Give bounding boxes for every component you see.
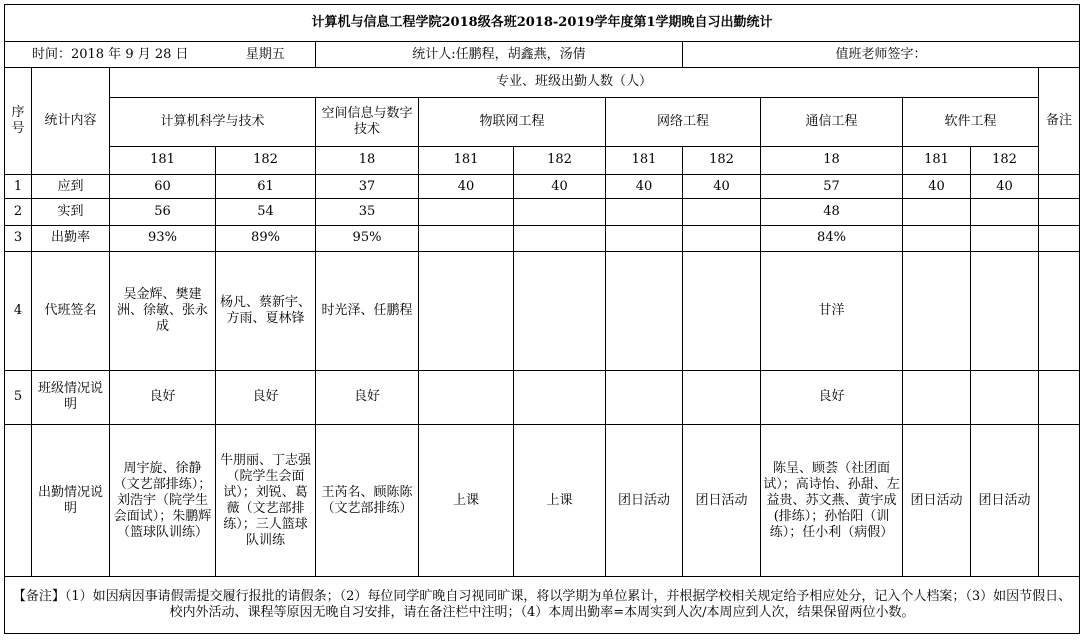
cell-empty xyxy=(514,252,606,371)
cell-empty xyxy=(971,252,1039,371)
cell-text: 王芮名、顾陈陈（文艺部排练） xyxy=(316,425,419,577)
cell-text: 时光泽、任鹏程 xyxy=(316,252,419,371)
cell-value: 56 xyxy=(110,199,216,225)
class-header: 181 xyxy=(606,146,683,174)
remark-cell xyxy=(1039,225,1080,251)
cell-text: 上课 xyxy=(419,425,514,577)
class-header: 181 xyxy=(110,146,216,174)
group-header: 专业、班级出勤人数（人） xyxy=(110,67,1039,97)
row-attendance xyxy=(5,425,1080,577)
cell-empty xyxy=(606,252,683,371)
remark-cell xyxy=(1039,199,1080,225)
cell-text: 团日活动 xyxy=(683,425,761,577)
cell-value: 84% xyxy=(761,225,903,251)
class-header: 18 xyxy=(761,146,903,174)
cell-text: 团日活动 xyxy=(606,425,683,577)
cell-empty xyxy=(514,370,606,425)
teacher-sign-field: 值班老师签字： xyxy=(683,42,1080,67)
remark-cell xyxy=(1039,175,1080,199)
cell-empty xyxy=(606,370,683,425)
cell-empty xyxy=(903,225,971,251)
remark-cell xyxy=(1039,252,1080,371)
cell-text: 良好 xyxy=(110,370,216,425)
cell-empty xyxy=(971,199,1039,225)
row-seq: 4 xyxy=(5,252,32,371)
cell-text: 团日活动 xyxy=(971,425,1039,577)
major-header: 空间信息与数字技术 xyxy=(316,98,419,147)
remark-header: 备注 xyxy=(1039,67,1080,174)
row-label: 代班签名 xyxy=(32,252,110,371)
major-header: 计算机科学与技术 xyxy=(110,98,316,147)
cell-empty xyxy=(683,225,761,251)
cell-text: 良好 xyxy=(316,370,419,425)
cell-empty xyxy=(903,252,971,371)
row-label: 出勤情况说明 xyxy=(32,425,110,577)
cell-empty xyxy=(419,225,514,251)
cell-value: 40 xyxy=(971,175,1039,199)
seq-header: 序号 xyxy=(5,67,32,174)
cell-value: 61 xyxy=(216,175,316,199)
class-header: 182 xyxy=(216,146,316,174)
cell-value: 48 xyxy=(761,199,903,225)
row-seq: 5 xyxy=(5,370,32,425)
cell-text: 团日活动 xyxy=(903,425,971,577)
cell-empty xyxy=(683,370,761,425)
cell-text: 良好 xyxy=(216,370,316,425)
cell-value: 93% xyxy=(110,225,216,251)
row-label: 应到 xyxy=(32,175,110,199)
cell-empty xyxy=(903,370,971,425)
weekday-field: 星期五 xyxy=(216,42,316,67)
cell-text: 杨凡、蔡新宇、方雨、夏林锋 xyxy=(216,252,316,371)
cell-empty xyxy=(683,199,761,225)
class-header: 182 xyxy=(514,146,606,174)
cell-value: 40 xyxy=(683,175,761,199)
stats-by-field: 统计人:任鹏程，胡鑫燕，汤倩 xyxy=(316,42,683,67)
sheet-title: 计算机与信息工程学院2018级各班2018-2019学年度第1学期晚自习出勤统计 xyxy=(5,5,1080,42)
class-header: 18 xyxy=(316,146,419,174)
row-label: 班级情况说明 xyxy=(32,370,110,425)
class-header: 181 xyxy=(903,146,971,174)
cell-empty xyxy=(903,199,971,225)
row-rate xyxy=(5,225,1080,251)
cell-value: 37 xyxy=(316,175,419,199)
row-seq: 2 xyxy=(5,199,32,225)
cell-empty xyxy=(683,252,761,371)
major-header: 网络工程 xyxy=(606,98,761,147)
row-seq xyxy=(5,425,32,577)
cell-value: 35 xyxy=(316,199,419,225)
cell-empty xyxy=(606,225,683,251)
major-header: 通信工程 xyxy=(761,98,903,147)
footer-notes: 【备注】（1）如因病因事请假需提交履行报批的请假条；（2）每位同学旷晚自习视同旷课，将以学期为单位累计，并根据学校相关规定给予相应处分，记入个人档案；（3）如因节假日、校内外活动、课程等原因无晚自习安排，请在备注栏中注明；（4）本周出勤率=本周实到人次/本周应到人次，结果保留两位小数。 xyxy=(5,577,1080,634)
cell-text: 周宇旋、徐静（文艺部排练）；刘浩宇（院学生会面试）；朱鹏辉（篮球队训练） xyxy=(110,425,216,577)
remark-cell xyxy=(1039,425,1080,577)
cell-empty xyxy=(606,199,683,225)
row-label: 实到 xyxy=(32,199,110,225)
cell-empty xyxy=(419,199,514,225)
major-header: 物联网工程 xyxy=(419,98,606,147)
cell-value: 40 xyxy=(419,175,514,199)
row-actual xyxy=(5,199,1080,225)
content-header: 统计内容 xyxy=(32,67,110,174)
class-header: 182 xyxy=(971,146,1039,174)
cell-empty xyxy=(514,199,606,225)
major-header: 软件工程 xyxy=(903,98,1039,147)
cell-text: 牛朋丽、丁志强（院学生会面试）；刘锐、葛薇（文艺部排练）；三人篮球队训练 xyxy=(216,425,316,577)
row-seq: 3 xyxy=(5,225,32,251)
cell-text: 上课 xyxy=(514,425,606,577)
cell-empty xyxy=(419,370,514,425)
cell-empty xyxy=(419,252,514,371)
cell-text: 吴金辉、樊建洲、徐敏、张永成 xyxy=(110,252,216,371)
row-due xyxy=(5,175,1080,199)
cell-text: 良好 xyxy=(761,370,903,425)
class-header: 182 xyxy=(683,146,761,174)
remark-cell xyxy=(1039,370,1080,425)
row-sign xyxy=(5,252,1080,371)
cell-value: 95% xyxy=(316,225,419,251)
cell-empty xyxy=(971,370,1039,425)
row-seq: 1 xyxy=(5,175,32,199)
attendance-sheet xyxy=(4,4,1080,634)
class-header: 181 xyxy=(419,146,514,174)
cell-value: 40 xyxy=(514,175,606,199)
row-status xyxy=(5,370,1080,425)
date-field: 时间：2018 年 9 月 28 日 xyxy=(5,42,216,67)
cell-value: 40 xyxy=(903,175,971,199)
cell-value: 60 xyxy=(110,175,216,199)
cell-value: 54 xyxy=(216,199,316,225)
cell-text: 陈呈、顾荟（社团面试）；高诗怡、孙甜、左益贵、苏文燕、黄宇成(排练）；孙怡阳（训练）；任小利（病假） xyxy=(761,425,903,577)
cell-empty xyxy=(514,225,606,251)
cell-value: 89% xyxy=(216,225,316,251)
cell-text: 甘洋 xyxy=(761,252,903,371)
cell-empty xyxy=(971,225,1039,251)
cell-value: 40 xyxy=(606,175,683,199)
cell-value: 57 xyxy=(761,175,903,199)
row-label: 出勤率 xyxy=(32,225,110,251)
